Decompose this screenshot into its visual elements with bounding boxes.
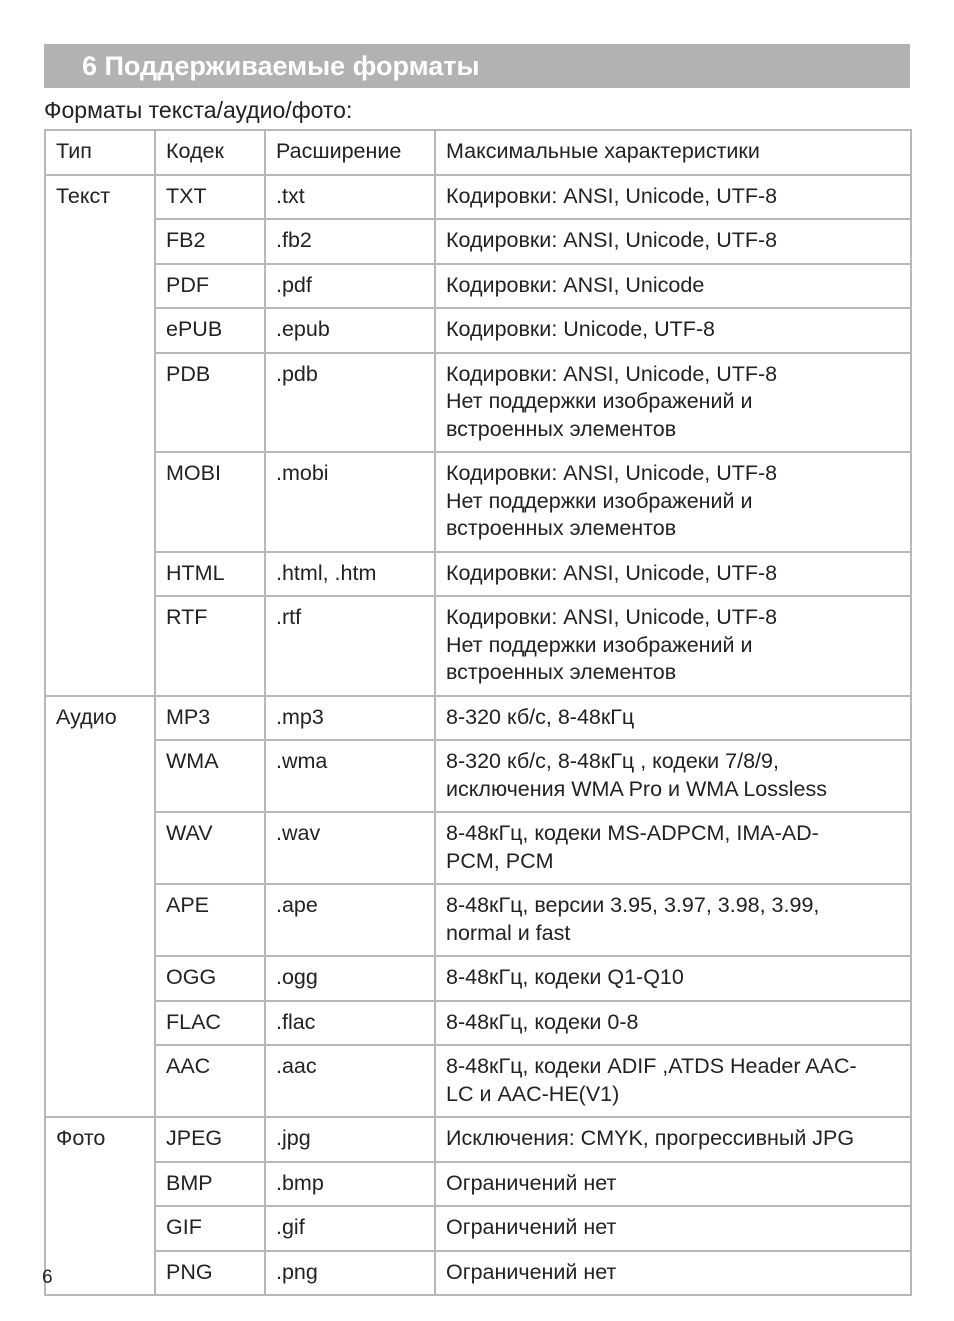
table-row bbox=[45, 1117, 911, 1162]
extension-cell: .fb2 bbox=[265, 219, 435, 264]
table-row bbox=[45, 1001, 911, 1046]
table-row bbox=[45, 353, 911, 453]
codec-cell: WAV bbox=[155, 812, 265, 884]
codec-cell: PDB bbox=[155, 353, 265, 453]
spec-cell: Кодировки: ANSI, Unicode, UTF-8 bbox=[435, 175, 911, 220]
extension-cell: .ogg bbox=[265, 956, 435, 1001]
codec-cell: FB2 bbox=[155, 219, 265, 264]
extension-cell: .ape bbox=[265, 884, 435, 956]
table-row bbox=[45, 740, 911, 812]
spec-cell: Кодировки: Unicode, UTF-8 bbox=[435, 308, 911, 353]
extension-cell: .png bbox=[265, 1251, 435, 1296]
codec-cell: MOBI bbox=[155, 452, 265, 552]
codec-cell: TXT bbox=[155, 175, 265, 220]
spec-cell: Ограничений нет bbox=[435, 1206, 911, 1251]
extension-cell: .aac bbox=[265, 1045, 435, 1117]
type-cell: Текст bbox=[45, 175, 155, 696]
formats-subtitle: Форматы текста/аудио/фото: bbox=[44, 97, 353, 123]
table-row bbox=[45, 1045, 911, 1117]
extension-cell: .gif bbox=[265, 1206, 435, 1251]
extension-cell: .rtf bbox=[265, 596, 435, 696]
extension-cell: .pdb bbox=[265, 353, 435, 453]
codec-cell: BMP bbox=[155, 1162, 265, 1207]
codec-cell: MP3 bbox=[155, 696, 265, 741]
table-row bbox=[45, 884, 911, 956]
extension-cell: .epub bbox=[265, 308, 435, 353]
extension-cell: .mp3 bbox=[265, 696, 435, 741]
table-row bbox=[45, 552, 911, 597]
header-max-specs: Максимальные характеристики bbox=[435, 130, 911, 175]
extension-cell: .wav bbox=[265, 812, 435, 884]
spec-cell: Исключения: CMYK, прогрессивный JPG bbox=[435, 1117, 911, 1162]
spec-cell: 8-48кГц, кодеки 0-8 bbox=[435, 1001, 911, 1046]
codec-cell: ePUB bbox=[155, 308, 265, 353]
section-title: 6 Поддерживаемые форматы bbox=[82, 51, 480, 81]
page-number: 6 bbox=[42, 1267, 53, 1288]
extension-cell: .mobi bbox=[265, 452, 435, 552]
section-banner bbox=[44, 44, 910, 88]
spec-cell: 8-48кГц, кодеки ADIF ,ATDS Header AAC- LC и AAC-HE(V1) bbox=[435, 1045, 911, 1117]
extension-cell: .txt bbox=[265, 175, 435, 220]
table-row bbox=[45, 812, 911, 884]
codec-cell: HTML bbox=[155, 552, 265, 597]
codec-cell: AAC bbox=[155, 1045, 265, 1117]
table-row bbox=[45, 596, 911, 696]
table-row bbox=[45, 1206, 911, 1251]
spec-cell: Кодировки: ANSI, Unicode bbox=[435, 264, 911, 309]
header-codec: Кодек bbox=[155, 130, 265, 175]
codec-cell: WMA bbox=[155, 740, 265, 812]
table-row bbox=[45, 452, 911, 552]
extension-cell: .jpg bbox=[265, 1117, 435, 1162]
extension-cell: .pdf bbox=[265, 264, 435, 309]
spec-cell: Кодировки: ANSI, Unicode, UTF-8 Нет поддержки изображений и встроенных элементов bbox=[435, 596, 911, 696]
codec-cell: RTF bbox=[155, 596, 265, 696]
spec-cell: 8-48кГц, кодеки MS-ADPCM, IMA-AD- PCM, PCM bbox=[435, 812, 911, 884]
table-row bbox=[45, 1251, 911, 1296]
codec-cell: OGG bbox=[155, 956, 265, 1001]
spec-cell: 8-320 кб/с, 8-48кГц bbox=[435, 696, 911, 741]
header-type: Тип bbox=[45, 130, 155, 175]
codec-cell: PNG bbox=[155, 1251, 265, 1296]
table-row bbox=[45, 308, 911, 353]
formats-table-body bbox=[45, 130, 911, 1295]
spec-cell: Кодировки: ANSI, Unicode, UTF-8 bbox=[435, 552, 911, 597]
extension-cell: .wma bbox=[265, 740, 435, 812]
spec-cell: Кодировки: ANSI, Unicode, UTF-8 Нет поддержки изображений и встроенных элементов bbox=[435, 452, 911, 552]
codec-cell: FLAC bbox=[155, 1001, 265, 1046]
table-row bbox=[45, 219, 911, 264]
spec-cell: Ограничений нет bbox=[435, 1251, 911, 1296]
extension-cell: .flac bbox=[265, 1001, 435, 1046]
formats-table bbox=[44, 129, 912, 1296]
extension-cell: .html, .htm bbox=[265, 552, 435, 597]
codec-cell: PDF bbox=[155, 264, 265, 309]
type-cell: Фото bbox=[45, 1117, 155, 1295]
spec-cell: Ограничений нет bbox=[435, 1162, 911, 1207]
spec-cell: 8-48кГц, версии 3.95, 3.97, 3.98, 3.99, normal и fast bbox=[435, 884, 911, 956]
table-row bbox=[45, 956, 911, 1001]
codec-cell: JPEG bbox=[155, 1117, 265, 1162]
table-row bbox=[45, 696, 911, 741]
table-row bbox=[45, 264, 911, 309]
spec-cell: Кодировки: ANSI, Unicode, UTF-8 bbox=[435, 219, 911, 264]
type-cell: Аудио bbox=[45, 696, 155, 1118]
extension-cell: .bmp bbox=[265, 1162, 435, 1207]
table-header-row bbox=[45, 130, 911, 175]
table-row bbox=[45, 175, 911, 220]
codec-cell: GIF bbox=[155, 1206, 265, 1251]
codec-cell: APE bbox=[155, 884, 265, 956]
header-extension: Расширение bbox=[265, 130, 435, 175]
table-row bbox=[45, 1162, 911, 1207]
spec-cell: Кодировки: ANSI, Unicode, UTF-8 Нет поддержки изображений и встроенных элементов bbox=[435, 353, 911, 453]
spec-cell: 8-48кГц, кодеки Q1-Q10 bbox=[435, 956, 911, 1001]
spec-cell: 8-320 кб/с, 8-48кГц , кодеки 7/8/9, исключения WMA Pro и WMA Lossless bbox=[435, 740, 911, 812]
